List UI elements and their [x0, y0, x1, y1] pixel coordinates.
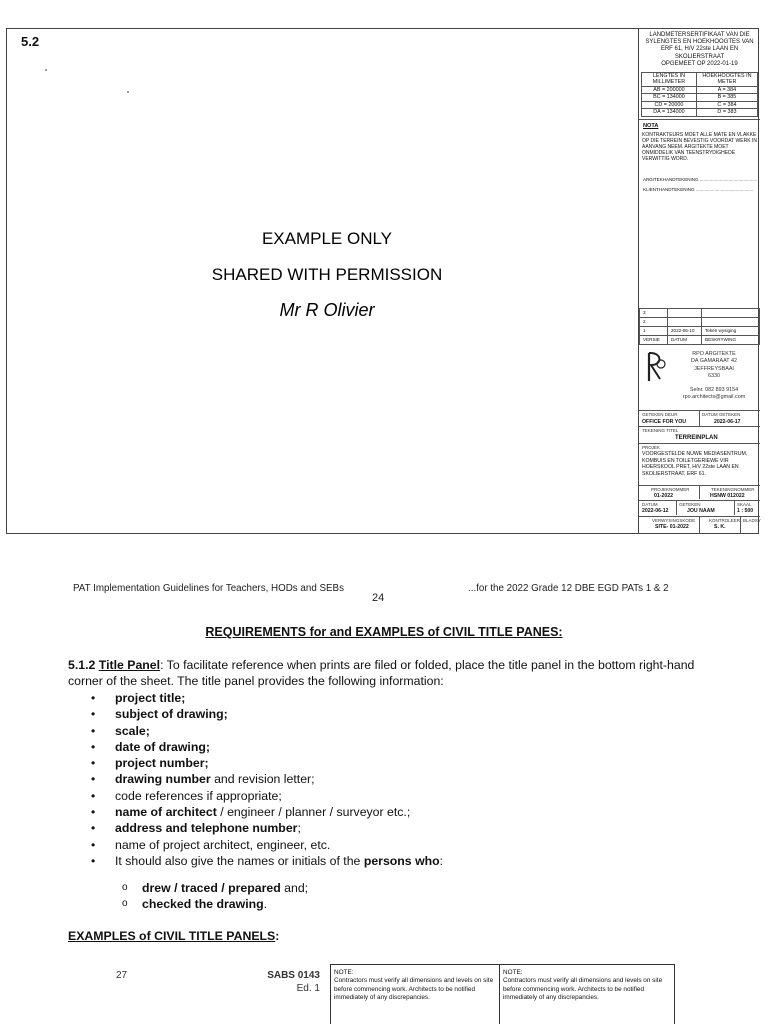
list-item: [91, 788, 701, 804]
title-panel-paragraph: [68, 657, 718, 689]
firm-phone: Selnr. 082 893 9154: [689, 387, 739, 394]
examples-heading-text: EXAMPLES of CIVIL TITLE PANELS: [68, 929, 276, 943]
persons-sublist: [122, 880, 308, 913]
firm-address: DA GAMARAAT 42: [691, 358, 737, 365]
list-item: [91, 837, 701, 853]
list-item: [91, 804, 701, 820]
certificate-text: LANDMETERSERTIFIKAAT VAN DIE SYLENGTES EN HOEKHOOGTES VAN ERF 61, H/V 22ste LAAN EN SKOLIERSTRAAT: [645, 32, 754, 60]
sample-note-box: [330, 964, 500, 1024]
project-value: VOORGESTELDE NUWE MEDIASENTRUM, KOMBUIS EN TOILETGERIEWE VIR HOERSKOOL PRET, H/V 22ste LAAN EN SKOLIERSTRAAT, ERF 61.: [642, 451, 748, 477]
project-no-label: PROJEKNOMMER: [651, 487, 690, 492]
sheet-label: BLADSY: [743, 518, 761, 523]
divider: [699, 485, 700, 499]
list-item-text: name of project architect, engineer, etc.: [115, 837, 331, 852]
drawer-value: JOU NAAM: [687, 508, 715, 514]
rev-cell: [702, 309, 760, 318]
date2-label: DATUM: [642, 502, 658, 507]
sheet-number: 5.2: [21, 34, 40, 49]
rev-cell: 2: [640, 318, 668, 327]
sublist-item-bold: checked the drawing: [142, 897, 264, 912]
divider: [639, 119, 760, 120]
list-item: [91, 853, 701, 869]
divider: [639, 500, 760, 501]
date-label: DATUM GETEKEN: [702, 412, 741, 417]
list-item-bold: name of architect: [115, 805, 217, 820]
section-text: : To facilitate reference when prints are filed or folded, place the title panel in the bottom right-hand corner of the sheet. The title panel provides the following information:: [68, 658, 695, 688]
ref-label: VERWYSINGSKODE: [652, 518, 696, 523]
sample-note-box: [499, 964, 675, 1024]
sample-standard-code: SABS 0143: [267, 970, 320, 981]
project-no: 01-2022: [654, 493, 674, 499]
nota-label: NOTA: [643, 123, 659, 129]
list-item-text: / engineer / planner / surveyor etc.;: [216, 805, 411, 820]
note-label: NOTE:: [503, 969, 523, 976]
divider: [740, 516, 741, 533]
grid-cell: DA = 134000: [642, 109, 697, 116]
list-item-bold: persons who: [363, 853, 440, 868]
list-item-text: date of drawing;: [115, 739, 210, 754]
watermark-line-2: SHARED WITH PERMISSION: [211, 265, 443, 284]
divider: [676, 500, 677, 515]
grid-cell: D = 383: [696, 109, 757, 116]
sample-edition: Ed. 1: [296, 983, 320, 994]
list-item-text: scale;: [115, 723, 150, 738]
rev-header: BESKRYWING: [702, 336, 760, 345]
speck: [45, 69, 47, 71]
scale-value: 1 : 500: [737, 508, 754, 514]
list-item-text: project number;: [115, 756, 209, 771]
grid-cell: B = 385: [696, 94, 757, 101]
page-number: 24: [372, 592, 385, 604]
grid-cell: C = 384: [696, 101, 757, 108]
firm-logo-icon: [646, 349, 668, 383]
sublist-item-bold: drew / traced / prepared: [142, 881, 281, 895]
rev-cell: 3: [640, 309, 668, 318]
divider: [699, 410, 700, 426]
firm-town: JEFFREYSBAAI: [694, 365, 734, 372]
grid-cell: CD = 20000: [642, 101, 697, 108]
title-block: [638, 29, 759, 533]
running-header-right: ...for the 2022 Grade 12 DBE EGD PATs 1 & 2: [468, 583, 669, 594]
divider: [734, 500, 735, 515]
rev-cell: 2022-06-10: [668, 327, 702, 336]
drawer-label: GETEKEN: [679, 502, 701, 507]
sample-page-number: 27: [116, 970, 128, 981]
rev-cell: [702, 318, 760, 327]
architect-signature: ARGITEKHANDTEKENING ..............................................: [643, 177, 758, 182]
section-number: 5.1.2: [68, 658, 96, 672]
list-item-text: ;: [297, 821, 301, 836]
list-item: [91, 771, 701, 787]
section-label: Title Panel: [98, 658, 161, 672]
rev-cell: [668, 309, 702, 318]
list-item-text: :: [439, 853, 444, 868]
nota-text: KONTRAKTEURS MOET ALLE MATE EN VLAKKE OP DIE TERREIN BEVESTIG VOORDAT WERK IN AANVANG NEEM. ARGITEKTE MOET ONMIDDELIK VAN TEENSTRYDIGHEDE VERWITTIG WORD.: [642, 132, 757, 162]
examples-heading-colon: :: [275, 929, 280, 943]
watermark-line-1: EXAMPLE ONLY: [261, 229, 393, 248]
note-text: Contractors must verify all dimensions and levels on site before commencing work. Architects to be notified immediately of any discrepancies.: [503, 977, 663, 1001]
firm-email: rpo.architects@gmail.com: [682, 394, 746, 401]
drawing-sheet: [6, 28, 759, 534]
note-text: Contractors must verify all dimensions and levels on site before commencing work. Architects to be notified immediately of any discrepancies.: [334, 977, 494, 1001]
firm-details: [671, 351, 757, 402]
list-item: [91, 820, 701, 836]
requirements-list: [91, 690, 701, 869]
speck: [127, 91, 129, 93]
title-value: TERREINPLAN: [675, 435, 718, 441]
survey-date: OPGEMEET OP 2022-01-19: [661, 60, 738, 67]
grid-header: HOEKHOOGTES IN METER: [696, 73, 757, 87]
certificate-heading: [639, 32, 760, 68]
drawing-no-label: TEKENINGNOMMER: [711, 487, 755, 492]
rev-cell: [668, 318, 702, 327]
watermark-line-3: Mr R Olivier: [279, 300, 375, 320]
examples-heading: [68, 929, 279, 943]
firm-postcode: 6330: [708, 372, 720, 379]
sublist-item: [122, 880, 308, 896]
firm-name: RPO ARGITEKTE: [692, 351, 736, 357]
list-item: [91, 690, 701, 706]
list-item: [91, 755, 701, 771]
rev-header: VERSIE: [640, 336, 668, 345]
rev-header: DATUM: [668, 336, 702, 345]
title-label: TEKENING TITEL: [642, 428, 679, 433]
list-item: [91, 723, 701, 739]
client-signature: KLIENTHANDTEKENING ..............................................: [643, 187, 754, 192]
drawing-no: HSNW 012022: [710, 493, 745, 499]
section-heading: REQUIREMENTS for and EXAMPLES of CIVIL TITLE PANES:: [205, 625, 563, 639]
divider: [699, 516, 700, 533]
drawn-value: OFFICE FOR YOU: [642, 419, 686, 425]
list-item-text: It should also give the names or initials of the: [115, 853, 364, 868]
list-item: [91, 739, 701, 755]
project-label: PROJEK: [642, 445, 661, 450]
list-item-bold: drawing number: [115, 772, 211, 787]
sublist-item-text: .: [263, 897, 268, 912]
sublist-item-text: and;: [280, 881, 309, 895]
grid-cell: BC = 134000: [642, 94, 697, 101]
list-item: [91, 706, 701, 722]
date2-value: 2022-06-12: [642, 508, 669, 514]
list-item-text: code references if appropriate;: [115, 788, 282, 803]
rev-cell: Teken wysiging: [702, 327, 760, 336]
checked-value: S. K.: [714, 524, 726, 530]
survey-grid: [641, 72, 758, 117]
checked-label: KONTROLEER: [709, 518, 741, 523]
grid-cell: AB = 200000: [642, 86, 697, 93]
note-label: NOTE:: [334, 969, 354, 976]
grid-cell: A = 384: [696, 86, 757, 93]
list-item-text: project title;: [115, 691, 186, 705]
divider: [639, 443, 760, 444]
list-item-text: and revision letter;: [210, 772, 315, 787]
running-header-left: PAT Implementation Guidelines for Teachers, HODs and SEBs: [73, 583, 344, 594]
grid-header: LENGTES IN MILLIMETER: [642, 73, 697, 87]
list-item-bold: address and telephone number: [115, 821, 298, 836]
sublist-item: [122, 896, 308, 912]
date-value: 2022-06-17: [714, 419, 741, 425]
rev-cell: 1: [640, 327, 668, 336]
revision-table: [639, 308, 760, 345]
divider: [639, 426, 760, 427]
drawn-label: GETEKEN DEUR: [642, 412, 678, 417]
ref-value: SITE- 01-2022: [655, 524, 689, 530]
scale-label: SKAAL: [737, 502, 752, 507]
list-item-text: subject of drawing;: [115, 707, 228, 722]
